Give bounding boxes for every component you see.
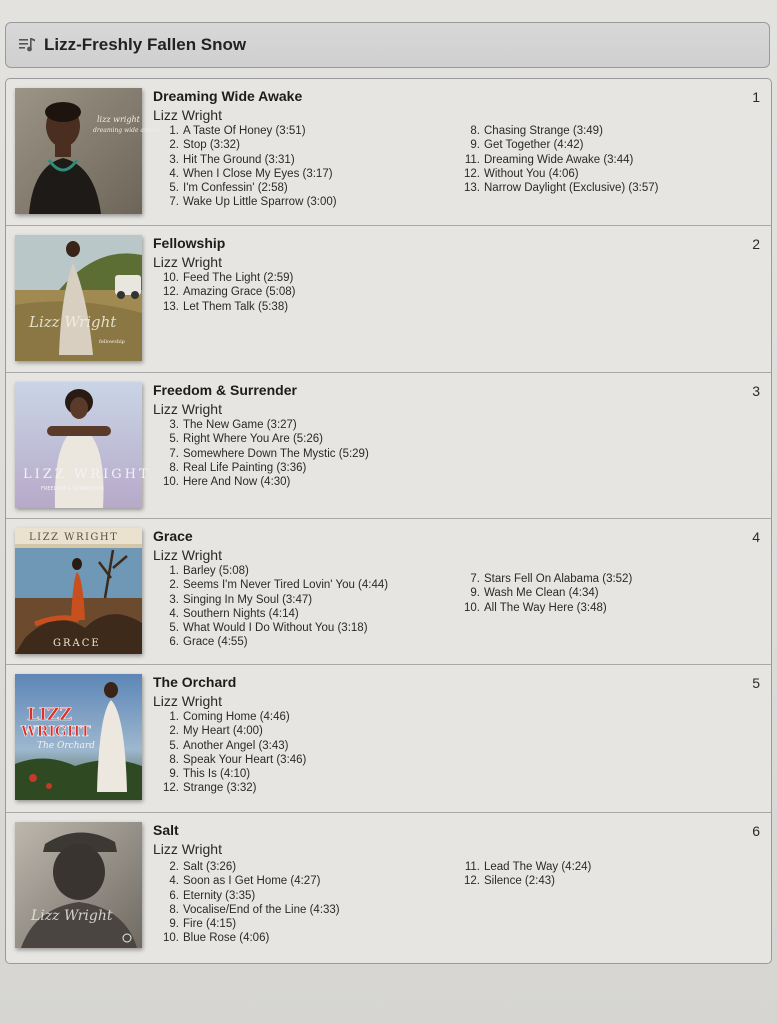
track-item[interactable] (153, 739, 306, 753)
track-item[interactable] (153, 167, 337, 181)
track-title: Soon as I Get Home (4:27) (183, 875, 321, 888)
track-title: Lead The Way (4:24) (484, 861, 592, 873)
track-number: 9. (169, 768, 179, 781)
track-item[interactable] (454, 874, 591, 888)
track-number: 9. (470, 139, 480, 152)
album-cover[interactable] (15, 674, 142, 800)
track-list (153, 271, 296, 314)
album-title: Fellowship (153, 235, 226, 251)
album-artist: Lizz Wright (153, 547, 222, 563)
album-row[interactable] (6, 226, 771, 373)
album-artist: Lizz Wright (153, 841, 222, 857)
track-list (454, 124, 658, 195)
track-item[interactable] (153, 931, 340, 945)
track-number: 5. (169, 739, 179, 752)
album-number: 2 (752, 236, 760, 252)
album-number: 5 (752, 675, 760, 691)
album-title: Salt (153, 822, 179, 838)
track-title: Wake Up Little Sparrow (3:00) (183, 196, 337, 209)
track-title: Let Them Talk (5:38) (183, 300, 289, 313)
track-title: Chasing Strange (3:49) (484, 125, 603, 137)
track-item[interactable] (153, 724, 306, 738)
track-title: Southern Nights (4:14) (183, 607, 299, 620)
album-list (5, 78, 772, 964)
track-item[interactable] (153, 860, 340, 874)
album-title: Freedom & Surrender (153, 382, 297, 398)
album-title: Dreaming Wide Awake (153, 88, 303, 104)
track-number: 4. (169, 607, 179, 620)
album-title: The Orchard (153, 674, 237, 690)
album-artist: Lizz Wright (153, 401, 222, 417)
album-title: Grace (153, 528, 193, 544)
track-item[interactable] (454, 124, 658, 138)
track-list (454, 572, 632, 615)
svg-text:fellowship: fellowship (99, 339, 125, 345)
track-title: Coming Home (4:46) (183, 711, 290, 723)
track-title: Get Together (4:42) (484, 139, 584, 152)
track-item[interactable] (153, 593, 388, 607)
track-number: 7. (169, 447, 179, 460)
track-item[interactable] (153, 781, 306, 795)
svg-text:LIZZ WRIGHT: LIZZ WRIGHT (23, 467, 151, 482)
svg-text:LIZZ WRIGHT: LIZZ WRIGHT (29, 532, 119, 543)
track-number: 13. (464, 182, 480, 195)
track-item[interactable] (454, 572, 632, 586)
track-number: 3. (169, 153, 179, 166)
album-row[interactable] (6, 813, 771, 963)
album-cover[interactable] (15, 235, 142, 361)
track-number: 7. (470, 573, 480, 585)
svg-text:WRIGHT: WRIGHT (21, 724, 91, 740)
album-row[interactable] (6, 373, 771, 519)
track-number: 1. (169, 125, 179, 137)
album-cover[interactable] (15, 88, 160, 214)
svg-text:Lizz Wright: Lizz Wright (31, 908, 113, 924)
track-list (153, 418, 369, 489)
track-title: Eternity (3:35) (183, 889, 256, 902)
track-title: Somewhere Down The Mystic (5:29) (183, 447, 369, 460)
album-row[interactable] (6, 665, 771, 813)
track-number: 1. (169, 711, 179, 723)
track-item[interactable] (153, 903, 340, 917)
track-number: 12. (464, 167, 480, 180)
playlist-header (5, 22, 770, 68)
track-number: 5. (169, 622, 179, 635)
album-artist: Lizz Wright (153, 693, 222, 709)
track-title: What Would I Do Without You (3:18) (183, 622, 368, 635)
track-title: Wash Me Clean (4:34) (484, 587, 599, 600)
track-title: Fire (4:15) (183, 918, 237, 931)
track-number: 13. (163, 300, 179, 313)
album-row[interactable] (6, 79, 771, 226)
track-number: 2. (169, 861, 179, 873)
track-list (454, 860, 591, 889)
track-title: All The Way Here (3:48) (484, 601, 607, 614)
svg-text:GRACE: GRACE (53, 638, 101, 649)
playlist-title: Lizz-Freshly Fallen Snow (44, 35, 247, 54)
track-item[interactable] (153, 710, 306, 724)
track-number: 12. (163, 782, 179, 795)
track-number: 12. (163, 286, 179, 299)
track-number: 3. (169, 419, 179, 431)
album-number: 1 (752, 89, 760, 105)
track-number: 12. (464, 875, 480, 888)
track-item[interactable] (153, 917, 340, 931)
svg-text:Lizz Wright: Lizz Wright (29, 313, 117, 331)
track-number: 8. (470, 125, 480, 137)
track-title: Here And Now (4:30) (183, 476, 291, 489)
track-item[interactable] (454, 153, 658, 167)
track-list (153, 710, 306, 796)
track-item[interactable] (153, 285, 296, 299)
track-title: Feed The Light (2:59) (183, 272, 294, 284)
track-title: Dreaming Wide Awake (3:44) (484, 153, 634, 166)
track-item[interactable] (454, 601, 632, 615)
track-title: Salt (3:26) (183, 861, 237, 873)
track-number: 1. (169, 565, 179, 577)
track-title: Without You (4:06) (484, 167, 579, 180)
track-number: 4. (169, 875, 179, 888)
track-number: 8. (169, 903, 179, 916)
track-number: 10. (163, 932, 179, 945)
track-item[interactable] (153, 475, 369, 489)
track-item[interactable] (153, 753, 306, 767)
track-item[interactable] (153, 889, 340, 903)
track-number: 8. (169, 753, 179, 766)
track-title: Blue Rose (4:06) (183, 932, 270, 945)
track-item[interactable] (153, 461, 369, 475)
playlist-icon (19, 37, 35, 53)
track-number: 11. (464, 153, 480, 166)
track-item[interactable] (153, 195, 337, 209)
track-item[interactable] (153, 432, 369, 446)
track-item[interactable] (153, 181, 337, 195)
track-title: The New Game (3:27) (183, 419, 297, 431)
track-item[interactable] (153, 767, 306, 781)
track-item[interactable] (153, 153, 337, 167)
track-item[interactable] (153, 447, 369, 461)
track-number: 3. (169, 593, 179, 606)
album-artist: Lizz Wright (153, 107, 222, 123)
track-number: 6. (169, 636, 179, 649)
track-item[interactable] (454, 181, 658, 195)
track-item[interactable] (153, 635, 388, 649)
track-title: Singing In My Soul (3:47) (183, 593, 313, 606)
track-list (153, 124, 337, 210)
track-number: 10. (163, 476, 179, 489)
track-item[interactable] (153, 607, 388, 621)
svg-text:dreaming wide awake: dreaming wide awake (93, 127, 160, 134)
track-number: 5. (169, 433, 179, 446)
album-number: 6 (752, 823, 760, 839)
track-number: 2. (169, 579, 179, 592)
track-number: 10. (464, 601, 480, 614)
track-number: 2. (169, 725, 179, 738)
track-item[interactable] (153, 874, 340, 888)
track-title: Grace (4:55) (183, 636, 248, 649)
track-title: Barley (5:08) (183, 565, 249, 577)
track-title: Vocalise/End of the Line (4:33) (183, 903, 340, 916)
track-title: Speak Your Heart (3:46) (183, 753, 307, 766)
track-title: Stop (3:32) (183, 139, 240, 152)
track-list (153, 860, 340, 946)
track-item[interactable] (153, 271, 296, 285)
track-item[interactable] (153, 418, 369, 432)
track-title: Narrow Daylight (Exclusive) (3:57) (484, 182, 659, 195)
track-item[interactable] (153, 621, 388, 635)
track-title: Stars Fell On Alabama (3:52) (484, 573, 633, 585)
album-cover[interactable] (15, 382, 151, 508)
track-number: 10. (163, 272, 179, 284)
track-title: Silence (2:43) (484, 875, 555, 888)
track-title: Right Where You Are (5:26) (183, 433, 323, 446)
album-row[interactable] (6, 519, 771, 665)
track-number: 7. (169, 196, 179, 209)
track-number: 2. (169, 139, 179, 152)
track-item[interactable] (454, 138, 658, 152)
track-title: I'm Confessin' (2:58) (183, 182, 288, 195)
track-number: 4. (169, 167, 179, 180)
track-title: Hit The Ground (3:31) (183, 153, 295, 166)
track-number: 11. (464, 861, 480, 873)
track-number: 9. (470, 587, 480, 600)
track-item[interactable] (153, 578, 388, 592)
track-title: Real Life Painting (3:36) (183, 461, 307, 474)
track-number: 5. (169, 182, 179, 195)
svg-text:lizz wright: lizz wright (97, 115, 140, 124)
track-number: 9. (169, 918, 179, 931)
track-number: 6. (169, 889, 179, 902)
track-title: A Taste Of Honey (3:51) (183, 125, 306, 137)
track-title: Amazing Grace (5:08) (183, 286, 296, 299)
track-item[interactable] (454, 586, 632, 600)
album-number: 4 (752, 529, 760, 545)
track-item[interactable] (153, 300, 296, 314)
track-item[interactable] (153, 564, 388, 578)
svg-text:The Orchard: The Orchard (37, 741, 95, 751)
track-item[interactable] (153, 124, 337, 138)
album-number: 3 (752, 383, 760, 399)
track-title: Strange (3:32) (183, 782, 257, 795)
track-title: My Heart (4:00) (183, 725, 263, 738)
track-item[interactable] (153, 138, 337, 152)
album-artist: Lizz Wright (153, 254, 222, 270)
track-item[interactable] (454, 167, 658, 181)
album-cover[interactable] (15, 822, 142, 948)
svg-text:FREEDOM & SURRENDER: FREEDOM & SURRENDER (41, 486, 105, 492)
track-title: Seems I'm Never Tired Lovin' You (4:44) (183, 579, 389, 592)
track-number: 8. (169, 461, 179, 474)
track-title: Another Angel (3:43) (183, 739, 289, 752)
track-title: This Is (4:10) (183, 768, 251, 781)
track-item[interactable] (454, 860, 591, 874)
album-cover[interactable] (15, 528, 142, 654)
track-list (153, 564, 388, 650)
track-title: When I Close My Eyes (3:17) (183, 167, 333, 180)
svg-text:LIZZ: LIZZ (27, 705, 72, 725)
